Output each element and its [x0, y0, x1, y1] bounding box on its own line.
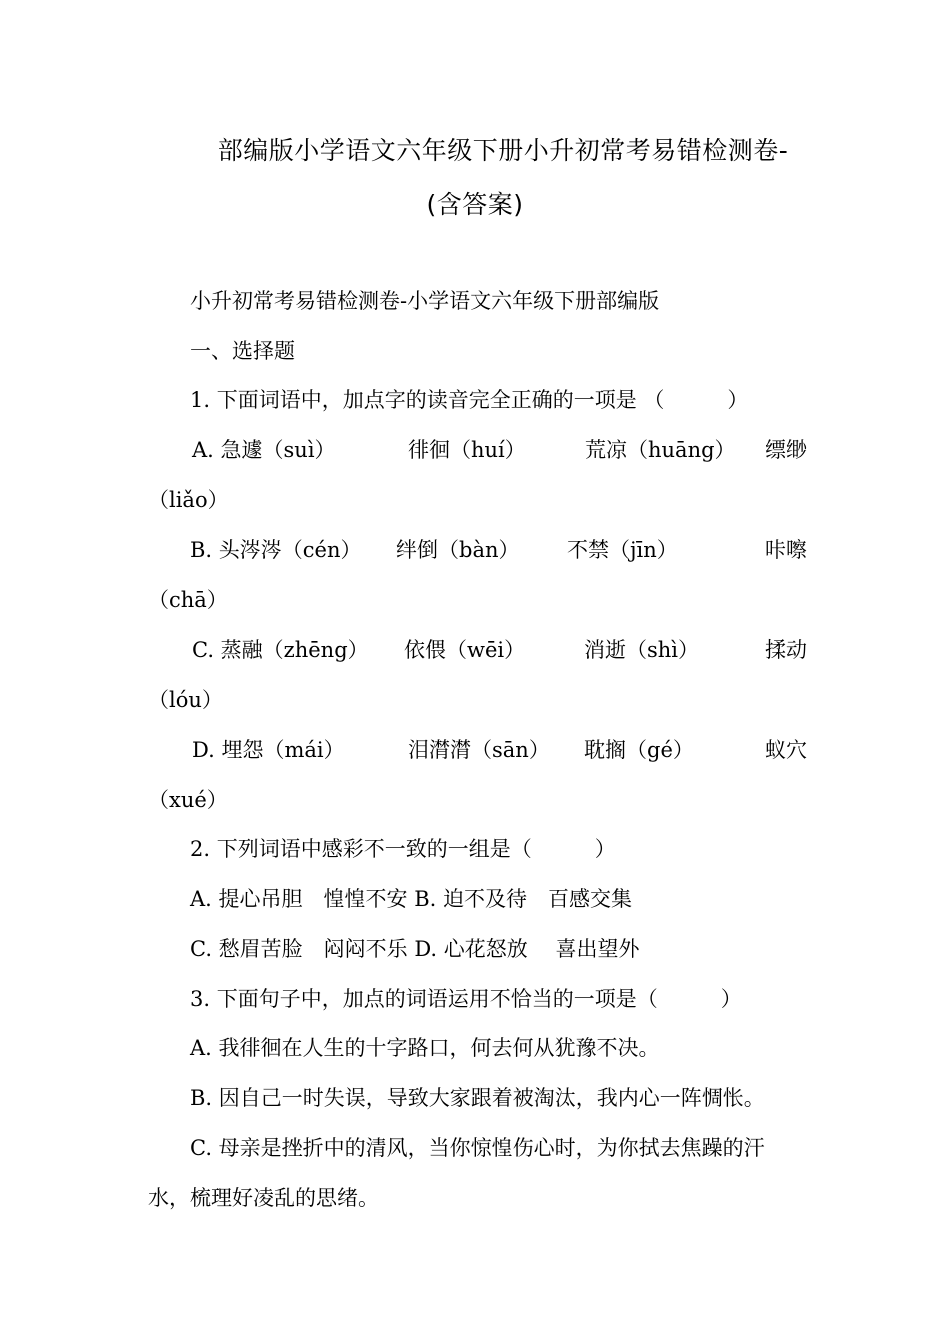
question-1-option-b	[190, 535, 807, 565]
document-title-line1: 部编版小学语文六年级下册小升初常考易错检测卷-	[217, 136, 789, 165]
option-a-word-4: 缥缈	[765, 438, 807, 462]
option-a-continuation: （liǎo）	[148, 488, 229, 512]
option-b-word-3: 不禁（jīn）	[567, 538, 678, 562]
option-c-word-4: 揉动	[765, 638, 807, 662]
option-c-continuation: （lóu）	[148, 688, 223, 712]
question-1-option-d	[190, 735, 807, 765]
question-3-option-b: B. 因自己一时失误，导致大家跟着被淘汰，我内心一阵惆怅。	[190, 1086, 765, 1110]
question-3-option-c: C. 母亲是挫折中的清风，当你惊惶伤心时，为你拭去焦躁的汗	[190, 1136, 765, 1160]
option-a-word-1: A. 急遽（suì）	[192, 438, 336, 462]
option-d-word-4: 蚁穴	[765, 738, 807, 762]
question-2-options-cd: C. 愁眉苦脸 闷闷不乐 D. 心花怒放 喜出望外	[190, 937, 640, 961]
question-1-stem: 1. 下面词语中，加点字的读音完全正确的一项是 （ ）	[190, 388, 749, 412]
question-3-stem: 3. 下面句子中，加点的词语运用不恰当的一项是（ ）	[190, 987, 742, 1011]
option-c-word-1: C. 蒸融（zhēng）	[192, 638, 369, 662]
question-2-options-ab: A. 提心吊胆 惶惶不安 B. 迫不及待 百感交集	[190, 887, 632, 911]
option-a-word-3: 荒凉（huāng）	[585, 438, 736, 462]
option-a-word-2: 徘徊（huí）	[408, 438, 526, 462]
option-b-continuation: （chā）	[148, 588, 228, 612]
section-heading: 一、选择题	[190, 339, 295, 363]
question-3-option-a: A. 我徘徊在人生的十字路口，何去何从犹豫不决。	[190, 1036, 660, 1060]
option-b-word-4: 咔嚓	[765, 538, 807, 562]
document-title-line2: (含答案)	[426, 190, 524, 219]
option-d-word-1: D. 埋怨（mái）	[192, 738, 345, 762]
question-1-option-c	[190, 635, 807, 665]
question-1-option-a	[190, 435, 807, 465]
option-d-word-3: 耽搁（gé）	[584, 738, 694, 762]
option-b-word-1: B. 头涔涔（cén）	[190, 538, 362, 562]
question-2-stem: 2. 下列词语中感彩不一致的一组是（ ）	[190, 837, 616, 861]
option-b-word-2: 绊倒（bàn）	[396, 538, 520, 562]
option-c-word-2: 依偎（wēi）	[404, 638, 526, 662]
subtitle: 小升初常考易错检测卷-小学语文六年级下册部编版	[190, 289, 660, 313]
question-3-option-c-continuation: 水，梳理好凌乱的思绪。	[148, 1186, 379, 1210]
option-d-word-2: 泪潸潸（sān）	[408, 738, 550, 762]
option-c-word-3: 消逝（shì）	[584, 638, 700, 662]
option-d-continuation: （xué）	[148, 788, 228, 812]
